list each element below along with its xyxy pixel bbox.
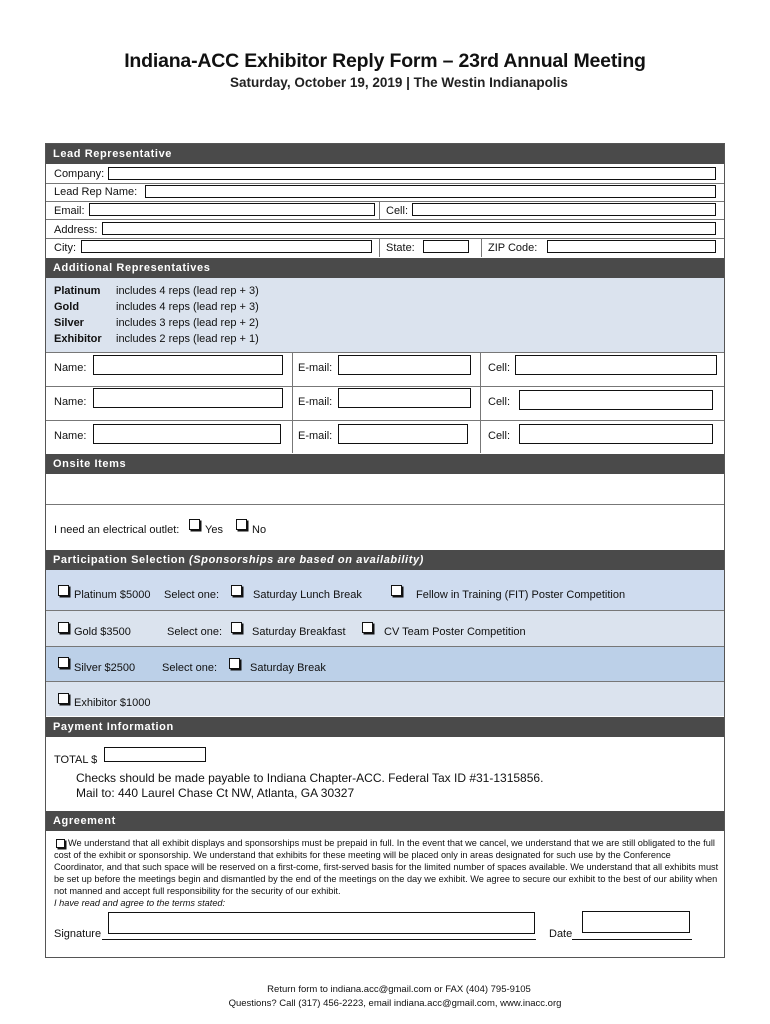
rep3-name-input[interactable] [93, 424, 281, 444]
silver-label: Silver $2500 [74, 662, 136, 674]
state-input[interactable] [423, 240, 469, 253]
checks-payable-note: Checks should be made payable to Indiana Chapter-ACC. Federal Tax ID #31-1315856. [76, 771, 544, 785]
breakfast-checkbox[interactable] [231, 622, 242, 633]
zip-code-label: ZIP Code: [488, 242, 538, 254]
lead-representative-heading: Lead Representative [46, 144, 724, 164]
fit-poster-label: Fellow in Training (FIT) Poster Competition [416, 589, 626, 601]
state-label: State: [386, 242, 415, 254]
rep2-email-input[interactable] [338, 388, 471, 408]
tier-platinum: Platinum includes 4 reps (lead rep + 3) [54, 285, 259, 297]
rep3-cell-label: Cell: [488, 430, 511, 442]
tier-exhibitor: Exhibitor includes 2 reps (lead rep + 1) [54, 333, 259, 345]
agreement-confirm: I have read and agree to the terms stated: [54, 897, 226, 908]
silver-checkbox[interactable] [58, 657, 69, 668]
rep1-cell-input[interactable] [515, 355, 717, 375]
exhibitor-checkbox[interactable] [58, 693, 69, 704]
platinum-select-one: Select one: [164, 589, 220, 601]
outlet-yes-label: Yes [205, 524, 223, 536]
rep2-cell-input[interactable] [519, 390, 713, 410]
zip-code-input[interactable] [547, 240, 716, 253]
additional-representatives-heading: Additional Representatives [46, 258, 724, 278]
payment-heading: Payment Information [46, 717, 724, 737]
platinum-label: Platinum $5000 [74, 589, 151, 601]
rep1-name-input[interactable] [93, 355, 283, 375]
agreement-text: We understand that all exhibit displays and sponsorships must be prepaid in full. In the event that we cancel, we understand that we are still obligated to the full cost of the exhibit or sponsorship. We understand that exhibits for these meeting will be placed only in areas designated for such use by the Conference Coordinator, and that such space will be reserved on a first-come, first-served basis for the limited number of spaces available. We understand that all exhibits must be set up before the meetings begin and dismantled by the end of the meetings on the day we exhibit. We agree to secure our exhibit to the best of our ability when not manned and accept full responsibility for the security of our exhibit. [54, 838, 719, 896]
rep2-name-input[interactable] [93, 388, 283, 408]
rep3-email-label: E-mail: [298, 430, 333, 442]
gold-label: Gold $3500 [74, 626, 131, 638]
outlet-no-checkbox[interactable] [236, 519, 247, 530]
date-input[interactable] [582, 911, 690, 933]
cv-team-poster-checkbox[interactable] [362, 622, 373, 633]
exhibitor-label: Exhibitor $1000 [74, 697, 151, 709]
date-label: Date [549, 928, 573, 940]
address-input[interactable] [102, 222, 716, 235]
saturday-break-checkbox[interactable] [229, 658, 240, 669]
footer-return-info: Return form to indiana.acc@gmail.com or FAX (404) 795-9105 [267, 984, 531, 995]
platinum-checkbox[interactable] [58, 585, 69, 596]
outlet-yes-checkbox[interactable] [189, 519, 200, 530]
form-title: Indiana-ACC Exhibitor Reply Form – 23rd Annual Meeting [124, 50, 646, 72]
signature-input[interactable] [108, 912, 535, 934]
rep1-email-input[interactable] [338, 355, 471, 375]
lunch-break-checkbox[interactable] [231, 585, 242, 596]
total-input[interactable] [104, 747, 206, 762]
tier-silver: Silver includes 3 reps (lead rep + 2) [54, 317, 259, 329]
tier-gold: Gold includes 4 reps (lead rep + 3) [54, 301, 259, 313]
email-input[interactable] [89, 203, 375, 216]
email-label: Email: [54, 205, 85, 217]
breakfast-label: Saturday Breakfast [252, 626, 346, 638]
city-input[interactable] [81, 240, 372, 253]
lunch-break-label: Saturday Lunch Break [253, 589, 362, 601]
lead-rep-name-label: Lead Rep Name: [54, 186, 138, 198]
address-label: Address: [54, 224, 98, 236]
company-input[interactable] [108, 167, 716, 180]
signature-label: Signature [54, 928, 102, 940]
reply-form [45, 143, 725, 958]
participation-heading: Participation Selection (Sponsorships are based on availability) [46, 550, 724, 570]
mail-to-note: Mail to: 440 Laurel Chase Ct NW, Atlanta, GA 30327 [76, 786, 355, 800]
cell-input[interactable] [412, 203, 716, 216]
total-label: TOTAL $ [54, 754, 98, 766]
fit-poster-checkbox[interactable] [391, 585, 402, 596]
rep3-cell-input[interactable] [519, 424, 713, 444]
rep1-cell-label: Cell: [488, 362, 511, 374]
saturday-break-label: Saturday Break [250, 662, 326, 674]
onsite-items-heading: Onsite Items [46, 454, 724, 474]
gold-select-one: Select one: [167, 626, 223, 638]
silver-select-one: Select one: [162, 662, 218, 674]
rep1-name-label: Name: [54, 362, 87, 374]
rep1-email-label: E-mail: [298, 362, 333, 374]
city-label: City: [54, 242, 76, 254]
rep3-name-label: Name: [54, 430, 87, 442]
cell-label: Cell: [386, 205, 409, 217]
cv-team-poster-label: CV Team Poster Competition [384, 626, 526, 638]
outlet-question: I need an electrical outlet: [54, 524, 180, 536]
rep2-email-label: E-mail: [298, 396, 333, 408]
outlet-no-label: No [252, 524, 267, 536]
footer-contact-info: Questions? Call (317) 456-2223, email indiana.acc@gmail.com, www.inacc.org [228, 998, 562, 1009]
rep3-email-input[interactable] [338, 424, 468, 444]
gold-checkbox[interactable] [58, 622, 69, 633]
form-subtitle: Saturday, October 19, 2019 | The Westin Indianapolis [230, 75, 568, 90]
lead-rep-name-input[interactable] [145, 185, 716, 198]
rep2-name-label: Name: [54, 396, 87, 408]
agreement-text-block [54, 838, 720, 909]
company-label: Company: [54, 168, 105, 180]
agreement-heading: Agreement [46, 811, 724, 831]
silver-band [46, 647, 724, 681]
rep2-cell-label: Cell: [488, 396, 511, 408]
